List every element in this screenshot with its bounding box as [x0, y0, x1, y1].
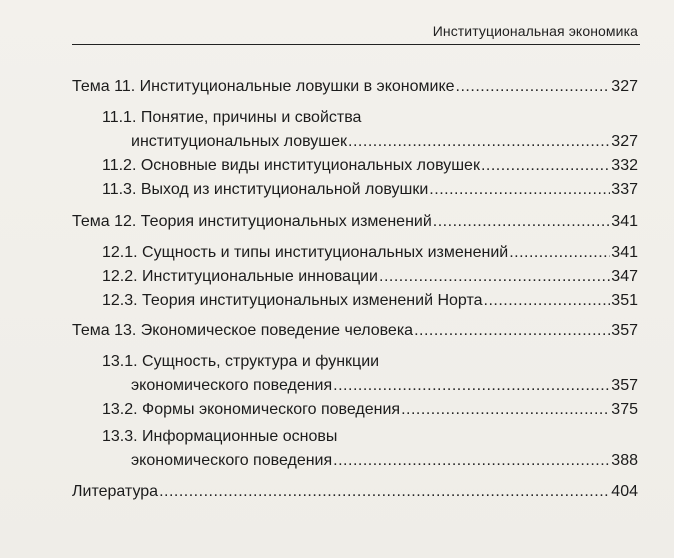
toc-entry-section-12-3 — [102, 290, 638, 312]
toc-entry-section-12-1 — [102, 242, 638, 264]
toc-page-number: 332 — [611, 157, 638, 174]
toc-entry-title: Литература — [72, 483, 159, 500]
toc-page-number: 341 — [611, 244, 638, 261]
leader-dots — [333, 375, 610, 397]
toc-entry-section-13-2 — [102, 399, 638, 421]
leader-dots — [481, 155, 610, 177]
toc-page-number: 327 — [611, 133, 638, 150]
toc-page-number: 388 — [611, 452, 638, 469]
leader-dots — [379, 266, 610, 288]
toc-entry-title: институциональных ловушек — [131, 133, 348, 150]
toc-entry-topic-12 — [72, 211, 638, 233]
toc-page-number: 347 — [611, 268, 638, 285]
toc-entry-title: 11.3. Выход из институциональной ловушки — [102, 181, 429, 198]
toc-page-number: 404 — [611, 483, 638, 500]
toc-page-number: 357 — [611, 377, 638, 394]
leader-dots — [333, 450, 610, 472]
leader-dots — [159, 481, 610, 503]
toc-entry-section-11-1 — [131, 131, 638, 153]
toc-page-number: 327 — [611, 78, 638, 95]
toc-page-number: 341 — [611, 213, 638, 230]
toc-entry-section-13-3 — [131, 450, 638, 472]
leader-dots — [509, 242, 610, 264]
toc-entry-title: Тема 13. Экономическое поведение человека — [72, 322, 414, 339]
toc-entry-title: 11.2. Основные виды институциональных ловушек — [102, 157, 480, 174]
toc-entry-title: экономического поведения — [131, 377, 333, 394]
toc-entry-title: Тема 12. Теория институциональных изменений — [72, 213, 432, 230]
toc-entry-topic-13 — [72, 320, 638, 342]
toc-entry-section-13-1-line1: 13.1. Сущность, структура и функции — [102, 353, 380, 370]
toc-entry-title: Тема 11. Институциональные ловушки в экономике — [72, 78, 455, 95]
leader-dots — [401, 399, 610, 421]
toc-entry-section-11-1-line1: 11.1. Понятие, причины и свойства — [102, 109, 362, 126]
toc-page-number: 375 — [611, 401, 638, 418]
toc-entry-topic-11 — [72, 76, 638, 98]
toc-entry-title: 12.3. Теория институциональных изменений Норта — [102, 292, 483, 309]
toc-entry-section-11-2 — [102, 155, 638, 177]
toc-entry-title: 12.1. Сущность и типы институциональных изменений — [102, 244, 509, 261]
toc-entry-section-12-2 — [102, 266, 638, 288]
toc-entry-section-13-3-line1: 13.3. Информационные основы — [102, 428, 338, 445]
toc-entry-section-11-3 — [102, 179, 638, 201]
toc-entry-title: экономического поведения — [131, 452, 333, 469]
toc-entry-section-13-1 — [131, 375, 638, 397]
leader-dots — [484, 290, 611, 312]
leader-dots — [433, 211, 611, 233]
toc-entry-title: 13.2. Формы экономического поведения — [102, 401, 401, 418]
toc-page-number: 337 — [611, 181, 638, 198]
toc-page-number: 351 — [611, 292, 638, 309]
leader-dots — [456, 76, 611, 98]
running-header: Институциональная экономика — [432, 23, 638, 39]
toc-entry-literature — [72, 481, 638, 503]
leader-dots — [429, 179, 610, 201]
toc-page-number: 357 — [611, 322, 638, 339]
toc-entry-title: 12.2. Институциональные инновации — [102, 268, 378, 285]
leader-dots — [348, 131, 610, 153]
header-divider — [72, 44, 640, 45]
leader-dots — [414, 320, 610, 342]
